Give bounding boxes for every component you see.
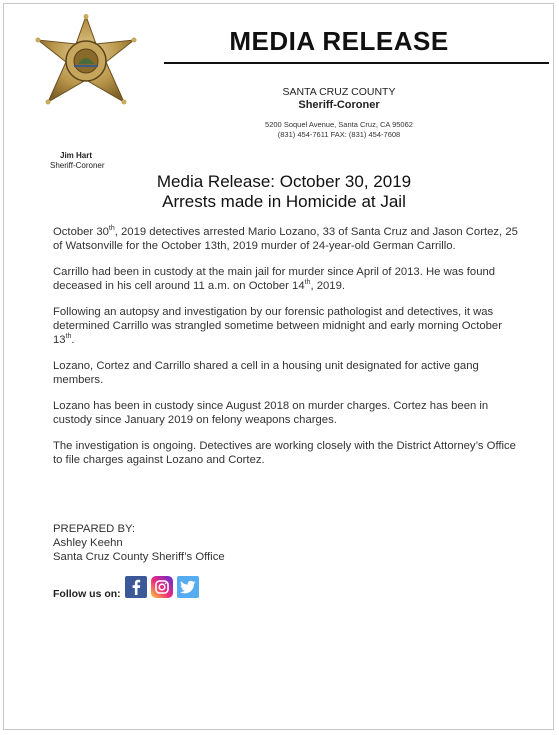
headline [64,172,504,212]
agency-phones: (831) 454-7611 FAX: (831) 454-7608 [277,130,401,139]
release-body [53,225,523,479]
instagram-icon[interactable] [151,576,173,598]
twitter-icon[interactable] [177,576,199,598]
agency-department: Sheriff-Coroner [298,99,380,111]
facebook-icon[interactable] [125,576,147,598]
headline-subject: Arrests made in Homicide at Jail [162,192,406,211]
prepared-by-label: PREPARED BY: [53,523,136,535]
paragraph-autopsy: Following an autopsy and investigation by our forensic pathologist and detectives, it was determined Carrillo was strangled sometime between midnight and early morning October 13th. [53,306,502,346]
paragraph-custody: Carrillo had been in custody at the main jail for murder since April of 2013. He was found deceased in his cell around 11 a.m. on October 14th, 2019. [53,266,496,292]
agency-address: 5200 Soquel Avenue, Santa Cruz, CA 95062 [265,120,413,129]
headline-date: Media Release: October 30, 2019 [156,172,412,191]
paragraph-charges: Lozano has been in custody since August 2018 on murder charges. Cortez has been in custody since January 2019 on felony weapons charges. [53,400,489,426]
paragraph-arrests: October 30th, 2019 detectives arrested Mario Lozano, 33 of Santa Cruz and Jason Cortez, 25 of Watsonville for the October 13th, 2019 murder of 24-year-old German Carrillo. [53,225,518,252]
agency-block [204,86,474,112]
social-follow [53,573,203,601]
prepared-by-block [53,522,225,564]
agency-county: SANTA CRUZ COUNTY [282,86,396,98]
title-rule [164,62,549,64]
sheriff-title: Sheriff-Coroner [50,161,105,170]
sheriff-block [50,151,105,171]
paragraph-cell: Lozano, Cortez and Carrillo shared a cell in a housing unit designated for active gang members. [53,360,479,386]
prepared-by-office: Santa Cruz County Sheriff’s Office [53,551,225,563]
paragraph-ongoing: The investigation is ongoing. Detectives are working closely with the District Attorney’s Office to file charges against Lozano and Cortez. [53,440,516,466]
agency-address-block [204,120,474,140]
prepared-by-name: Ashley Keehn [53,537,123,549]
document-page [3,3,554,730]
media-release-title: MEDIA RELEASE [229,26,449,56]
follow-us-label: Follow us on: [53,588,121,600]
sheriff-name: Jim Hart [60,151,93,160]
sheriff-star-badge-icon [34,14,138,110]
